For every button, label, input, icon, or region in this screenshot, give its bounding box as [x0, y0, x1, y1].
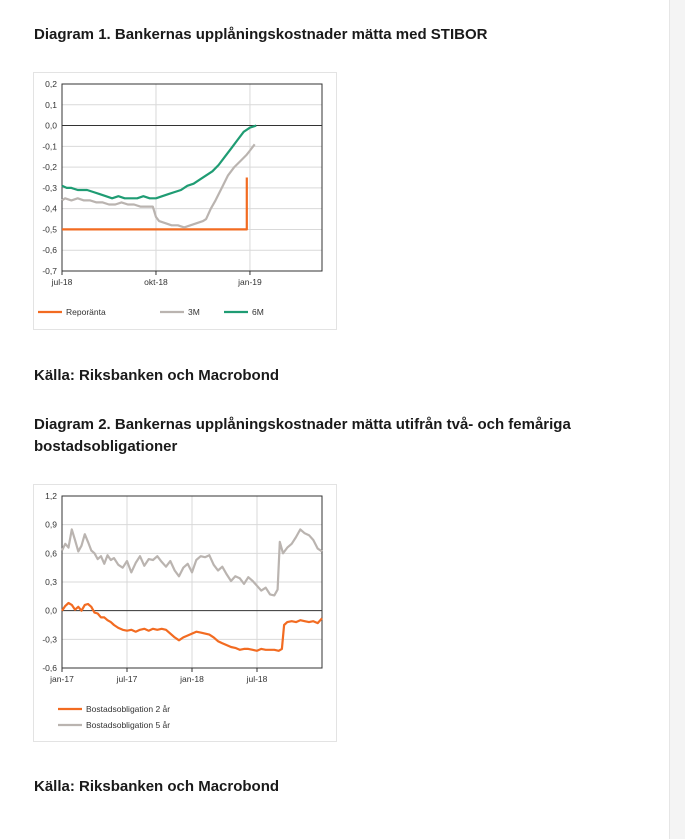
chart1-svg: [34, 73, 336, 329]
chart2-ytick-label: -0,3: [42, 634, 57, 645]
chart2-ytick-label: 0,3: [45, 577, 57, 587]
chart1-ytick-label: -0,4: [42, 203, 57, 214]
chart2-xtick-label: jan-17: [50, 674, 74, 684]
chart1-legend-label-1: Reporänta: [66, 307, 106, 317]
chart1-plot-frame: [62, 84, 322, 271]
chart2-ytick-label: 1,2: [45, 491, 57, 501]
chart1-ytick-label: -0,1: [42, 141, 57, 152]
chart2-legend-label-1: Bostadsobligation 2 år: [86, 704, 171, 714]
chart1-xtick-label: jul-18: [51, 277, 73, 287]
chart1-xtick-label: jan-19: [238, 277, 262, 287]
chart1-ytick-label: -0,2: [42, 162, 57, 173]
chart1-ytick-label: -0,3: [42, 182, 57, 193]
chart1-ytick-label: 0,2: [45, 79, 57, 89]
chart1-container: [33, 72, 337, 330]
chart2-ytick-label: -0,6: [42, 663, 57, 673]
chart2-ytick-label: 0,9: [45, 519, 57, 530]
page-scrollbar-edge[interactable]: [669, 0, 685, 839]
chart1-ytick-label: -0,5: [42, 224, 57, 235]
chart2-xtick-label: jul-17: [116, 674, 138, 684]
chart2-xtick-label: jan-18: [180, 674, 204, 684]
chart2-legend-label-2: Bostadsobligation 5 år: [86, 720, 171, 730]
chart1-ytick-label: -0,6: [42, 245, 57, 256]
chart1-source: Källa: Riksbanken och Macrobond: [34, 367, 280, 384]
chart2-container: [33, 484, 337, 742]
chart1-heading: Diagram 1. Bankernas upplåningskostnader mätta med STIBOR: [34, 26, 488, 43]
chart1-xtick-label: okt-18: [144, 277, 168, 287]
chart2-svg: [34, 485, 336, 741]
chart1-ytick-label: 0,1: [45, 99, 57, 110]
chart2-xtick-label: jul-18: [246, 674, 268, 684]
chart1-legend-label-3: 6M: [252, 307, 264, 317]
chart1-legend-label-2: 3M: [188, 307, 200, 317]
chart2-heading: Diagram 2. Bankernas upplåningskostnader mätta utifrån två- och femåriga bostadsobligationer: [34, 416, 571, 455]
chart1-series-1-line: [62, 178, 247, 230]
chart2-ytick-label: 0,6: [45, 548, 57, 559]
chart2-source: Källa: Riksbanken och Macrobond: [34, 778, 280, 795]
chart1-ytick-label: 0,0: [45, 120, 57, 131]
chart2-ytick-label: 0,0: [45, 605, 57, 616]
chart1-ytick-label: -0,7: [42, 266, 57, 276]
